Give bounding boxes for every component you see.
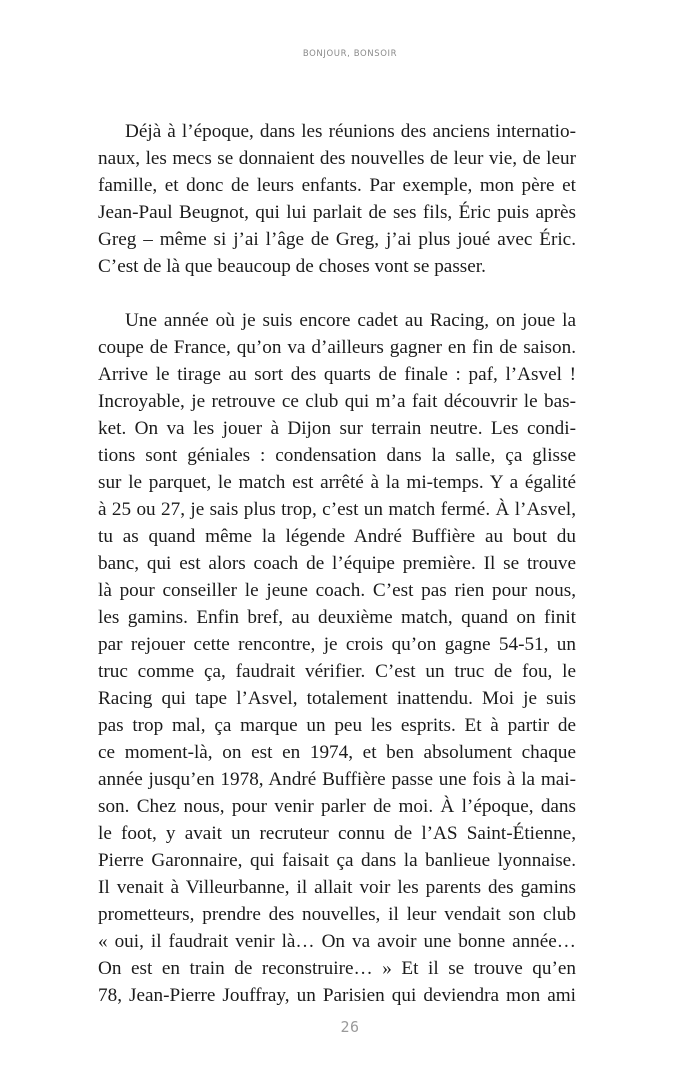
text-line: le foot, y avait un recruteur connu de l’AS Saint-Étienne, bbox=[98, 823, 576, 844]
text-line: Il venait à Villeurbanne, il allait voir les parents des gamins bbox=[98, 877, 576, 898]
text-line: ce moment-là, on est en 1974, et ben absolument chaque bbox=[98, 742, 576, 763]
text-line: famille, et donc de leurs enfants. Par exemple, mon père et bbox=[98, 175, 576, 196]
text-line: Racing qui tape l’Asvel, totalement inattendu. Moi je suis bbox=[98, 688, 576, 709]
text-line: Incroyable, je retrouve ce club qui m’a fait découvrir le bas- bbox=[98, 391, 576, 412]
paragraph-2 bbox=[98, 307, 576, 1009]
text-line: coupe de France, qu’on va d’ailleurs gagner en fin de saison. bbox=[98, 337, 576, 358]
text-line: prometteurs, prendre des nouvelles, il leur vendait son club bbox=[98, 904, 576, 925]
text-line: C’est de là que beaucoup de choses vont se passer. bbox=[98, 256, 486, 277]
text-line: à 25 ou 27, je sais plus trop, c’est un match fermé. À l’Asvel, bbox=[98, 499, 576, 520]
text-line: Jean-Paul Beugnot, qui lui parlait de ses fils, Éric puis après bbox=[98, 202, 576, 223]
text-line: On est en train de reconstruire… » Et il se trouve qu’en bbox=[98, 958, 576, 979]
body-text bbox=[98, 118, 576, 1009]
text-line: Une année où je suis encore cadet au Racing, on joue la bbox=[125, 310, 576, 331]
text-line: Greg – même si j’ai l’âge de Greg, j’ai plus joué avec Éric. bbox=[98, 229, 576, 250]
text-line: année jusqu’en 1978, André Buffière passe une fois à la mai- bbox=[98, 769, 576, 790]
paragraph-spacer bbox=[98, 280, 576, 307]
text-line: Arrive le tirage au sort des quarts de finale : paf, l’Asvel ! bbox=[98, 364, 576, 385]
text-line: là pour conseiller le jeune coach. C’est pas rien pour nous, bbox=[98, 580, 576, 601]
text-line: par rejouer cette rencontre, je crois qu’on gagne 54-51, un bbox=[98, 634, 576, 655]
text-line: son. Chez nous, pour venir parler de moi. À l’époque, dans bbox=[98, 796, 576, 817]
text-line: sur le parquet, le match est arrêté à la mi-temps. Y a égalité bbox=[98, 472, 576, 493]
text-line: ket. On va les jouer à Dijon sur terrain neutre. Les condi- bbox=[98, 418, 576, 439]
text-line: tions sont géniales : condensation dans la salle, ça glisse bbox=[98, 445, 576, 466]
running-head: BONJOUR, BONSOIR bbox=[302, 49, 398, 59]
page-number: 26 bbox=[340, 1018, 360, 1036]
text-line: truc comme ça, faudrait vérifier. C’est un truc de fou, le bbox=[98, 661, 576, 682]
text-line: Pierre Garonnaire, qui faisait ça dans la banlieue lyonnaise. bbox=[98, 850, 576, 871]
text-line: tu as quand même la légende André Buffière au bout du bbox=[98, 526, 576, 547]
text-line: banc, qui est alors coach de l’équipe première. Il se trouve bbox=[98, 553, 576, 574]
text-line: pas trop mal, ça marque un peu les esprits. Et à partir de bbox=[98, 715, 576, 736]
text-line: naux, les mecs se donnaient des nouvelles de leur vie, de leur bbox=[98, 148, 576, 169]
text-line: les gamins. Enfin bref, au deuxième match, quand on finit bbox=[98, 607, 576, 628]
text-line: « oui, il faudrait venir là… On va avoir une bonne année… bbox=[98, 931, 576, 952]
text-line: Déjà à l’époque, dans les réunions des anciens internatio- bbox=[125, 121, 576, 142]
paragraph-1 bbox=[98, 118, 576, 280]
text-line: 78, Jean-Pierre Jouffray, un Parisien qui deviendra mon ami bbox=[98, 985, 576, 1006]
